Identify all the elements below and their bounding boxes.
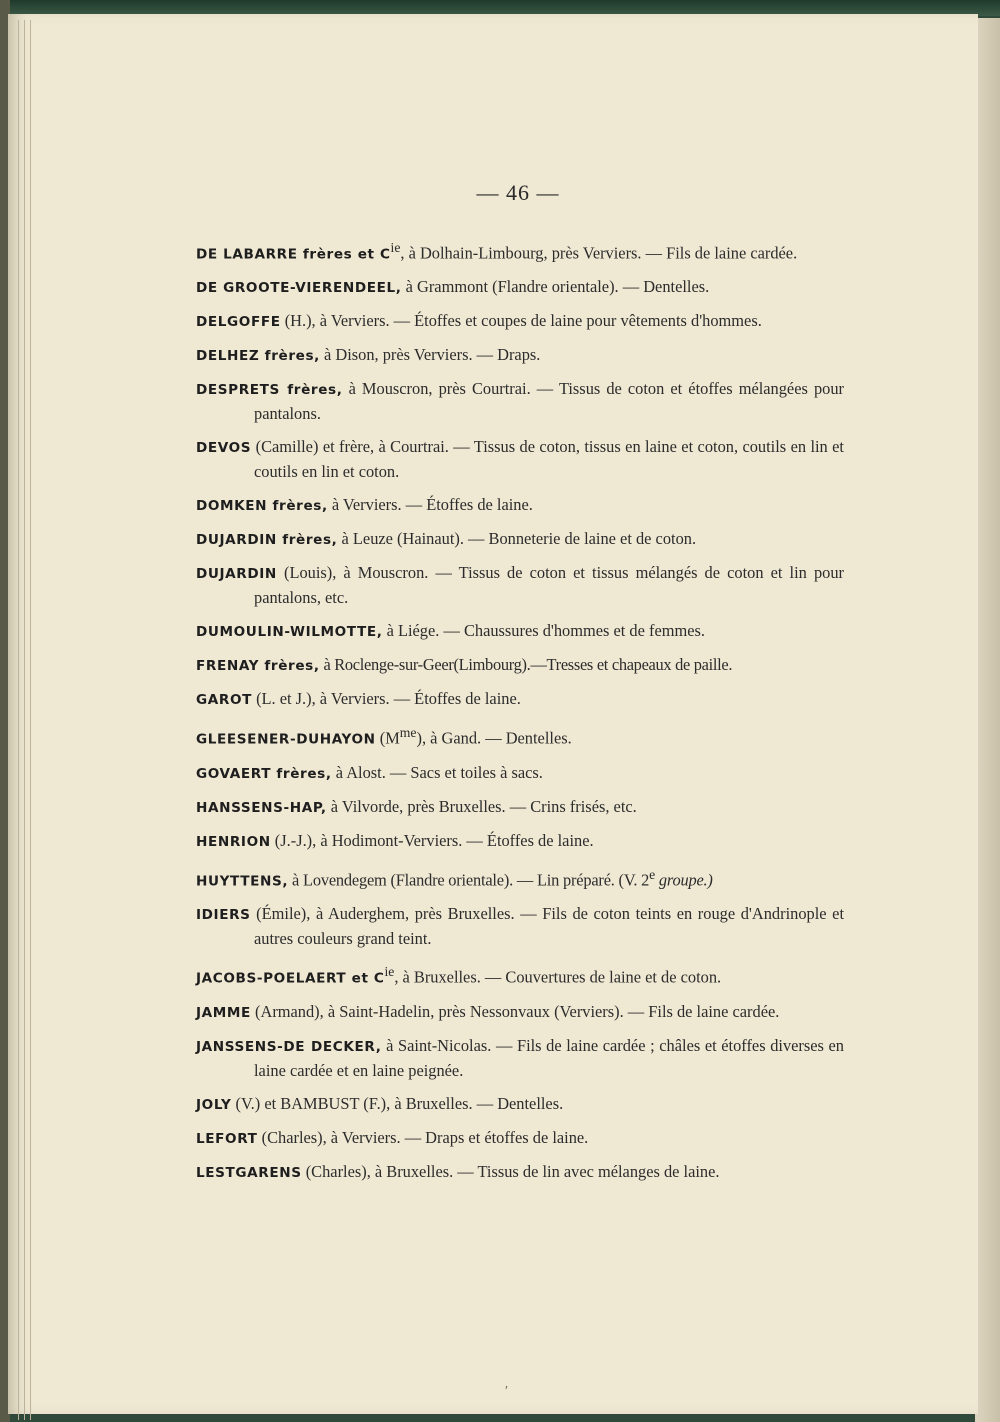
exhibitor-name: DE GROOTE-VIERENDEEL, bbox=[196, 280, 402, 297]
exhibitor-name: HUYTTENS, bbox=[196, 873, 289, 890]
gutter-line bbox=[24, 20, 25, 1420]
exhibitor-name: GLEESENER-DUHAYON bbox=[196, 731, 376, 748]
exhibitor-name: GAROT bbox=[196, 692, 252, 709]
list-item: JANSSENS-DE DECKER, à Saint-Nicolas. — Fils de laine cardée ; châles et étoffes diverses en laine cardée et en laine peignée. bbox=[196, 1035, 844, 1080]
list-item: GOVAERT frères, à Alost. — Sacs et toiles à sacs. bbox=[196, 762, 543, 782]
list-item: GLEESENER-DUHAYON $(M^{me})$, à Gand. — Dentelles. bbox=[196, 725, 572, 748]
exhibitor-name: DELGOFFE bbox=[196, 314, 281, 331]
list-item: FRENAY frères, à Roclenge-sur-Geer(Limbourg).—Tresses et chapeaux de paille. bbox=[196, 655, 733, 675]
page-number: — 46 — bbox=[476, 180, 560, 205]
gutter-line bbox=[30, 20, 31, 1420]
list-item: DUJARDIN (Louis), à Mouscron. — Tissus de coton et tissus mélangés de coton et lin pour pantalons, etc. bbox=[196, 563, 844, 608]
list-item: DE GROOTE-VIERENDEEL, à Grammont (Flandre orientale). — Dentelles. bbox=[196, 277, 710, 297]
list-item: GAROT (L. et J.), à Verviers. — Étoffes de laine. bbox=[196, 689, 521, 709]
exhibitor-name: DELHEZ frères, bbox=[196, 348, 320, 365]
list-item: DEVOS (Camille) et frère, à Courtrai. — Tissus de coton, tissus en laine et coton, coutils en lin et coutils en lin et coton. bbox=[196, 437, 844, 482]
list-item: LESTGARENS (Charles), à Bruxelles. — Tissus de lin avec mélanges de laine. bbox=[196, 1161, 720, 1181]
exhibitor-name: JANSSENS-DE DECKER, bbox=[196, 1038, 382, 1055]
exhibitor-name: DEVOS bbox=[196, 440, 252, 457]
list-item: JOLY (V.) et BAMBUST (F.), à Bruxelles. — Dentelles. bbox=[196, 1093, 564, 1113]
list-item: JAMME (Armand), à Saint-Hadelin, près Nessonvaux (Verviers). — Fils de laine cardée. bbox=[196, 1001, 780, 1021]
exhibitor-name: JAMME bbox=[196, 1004, 251, 1021]
list-item: DUMOULIN-WILMOTTE, à Liége. — Chaussures d'hommes et de femmes. bbox=[196, 621, 705, 641]
exhibitor-list bbox=[196, 236, 844, 1194]
exhibitor-name: DESPRETS frères, bbox=[196, 382, 343, 399]
list-item: LEFORT (Charles), à Verviers. — Draps et étoffes de laine. bbox=[196, 1127, 589, 1147]
exhibitor-name: IDIERS bbox=[196, 907, 251, 924]
exhibitor-name: DUJARDIN frères, bbox=[196, 532, 338, 549]
exhibitor-name: FRENAY frères, bbox=[196, 658, 320, 675]
list-item: DUJARDIN frères, à Leuze (Hainaut). — Bonneterie de laine et de coton. bbox=[196, 529, 697, 549]
list-item: DELGOFFE (H.), à Verviers. — Étoffes et coupes de laine pour vêtements d'hommes. bbox=[196, 311, 762, 331]
exhibitor-name: LEFORT bbox=[196, 1130, 258, 1147]
list-item: IDIERS (Émile), à Auderghem, près Bruxelles. — Fils de coton teints en rouge d'Andrinople et autres couleurs grand teint. bbox=[196, 904, 844, 949]
exhibitor-name: HENRION bbox=[196, 833, 271, 850]
gutter-line bbox=[18, 20, 19, 1420]
exhibitor-name: DUMOULIN-WILMOTTE, bbox=[196, 624, 383, 641]
exhibitor-name: DOMKEN frères, bbox=[196, 498, 328, 515]
list-item: DE LABARRE frères et $C^{ie}$, à Dolhain-Limbourg, près Verviers. — Fils de laine cardée. bbox=[196, 240, 798, 263]
exhibitor-name: JOLY bbox=[196, 1096, 232, 1113]
exhibitor-name: JACOBS-POELAERT et C bbox=[196, 970, 385, 987]
list-item: HANSSENS-HAP, à Vilvorde, près Bruxelles. — Crins frisés, etc. bbox=[196, 796, 637, 816]
exhibitor-name: HANSSENS-HAP, bbox=[196, 799, 327, 816]
ink-speck: ′ bbox=[505, 1384, 509, 1399]
exhibitor-name: DE LABARRE frères et C bbox=[196, 246, 391, 263]
list-item: DESPRETS frères, à Mouscron, près Courtrai. — Tissus de coton et étoffes mélangées pour pantalons. bbox=[196, 379, 844, 424]
list-item: JACOBS-POELAERT et $C^{ie}$, à Bruxelles. — Couvertures de laine et de coton. bbox=[196, 964, 722, 987]
list-item: HUYTTENS, à Lovendegem (Flandre orientale). — Lin préparé. (V. 2e groupe.) bbox=[196, 866, 713, 890]
exhibitor-name: DUJARDIN bbox=[196, 566, 277, 583]
list-item: DOMKEN frères, à Verviers. — Étoffes de laine. bbox=[196, 495, 533, 515]
list-item: HENRION (J.-J.), à Hodimont-Verviers. — Étoffes de laine. bbox=[196, 830, 594, 850]
exhibitor-name: GOVAERT frères, bbox=[196, 765, 332, 782]
exhibitor-name: LESTGARENS bbox=[196, 1164, 302, 1181]
list-item: DELHEZ frères, à Dison, près Verviers. — Draps. bbox=[196, 345, 541, 365]
page-stack-edge bbox=[975, 18, 1000, 1422]
